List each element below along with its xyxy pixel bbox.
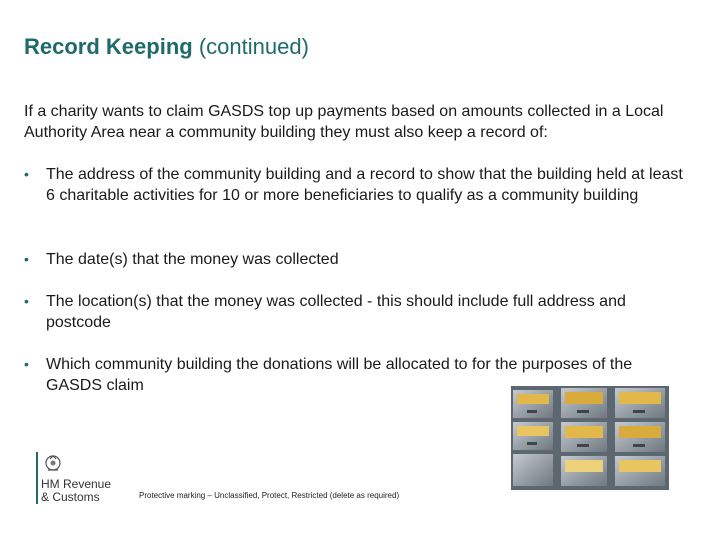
intro-paragraph: If a charity wants to claim GASDS top up payments based on amounts collected in a Local Authority Area near a community building they must also keep a record of:: [24, 103, 664, 141]
protective-marking-footer: Protective marking – Unclassified, Protect, Restricted (delete as required): [139, 491, 400, 500]
bullet-marker: •: [24, 166, 29, 182]
bullet-text: The location(s) that the money was collected - this should include full address and postcode: [46, 293, 626, 331]
title-rest: (continued): [198, 34, 309, 59]
bullet-text: The address of the community building and a record to show that the building held at least 6 charitable activities for 10 or more beneficiaries to qualify as a community building: [46, 166, 683, 204]
title-bold: Record Keeping: [24, 34, 193, 59]
logo-line-1: HM Revenue: [41, 477, 112, 491]
royal-crest-icon: [42, 454, 64, 474]
bullet-marker: •: [24, 293, 29, 309]
bullet-text: Which community building the donations will be allocated to for the purposes of the GASDS claim: [46, 356, 633, 394]
slide-title: [24, 34, 309, 60]
hmrc-logo: [36, 452, 116, 504]
bullet-item: [24, 291, 684, 333]
logo-line-2: & Customs: [41, 490, 100, 504]
bullet-item: [24, 249, 684, 270]
bullet-marker: •: [24, 356, 29, 372]
bullet-text: The date(s) that the money was collected: [46, 251, 339, 268]
filing-cabinets-image: [511, 386, 669, 490]
bullet-item: [24, 164, 684, 206]
bullet-marker: •: [24, 251, 29, 267]
logo-bar: [36, 452, 38, 504]
